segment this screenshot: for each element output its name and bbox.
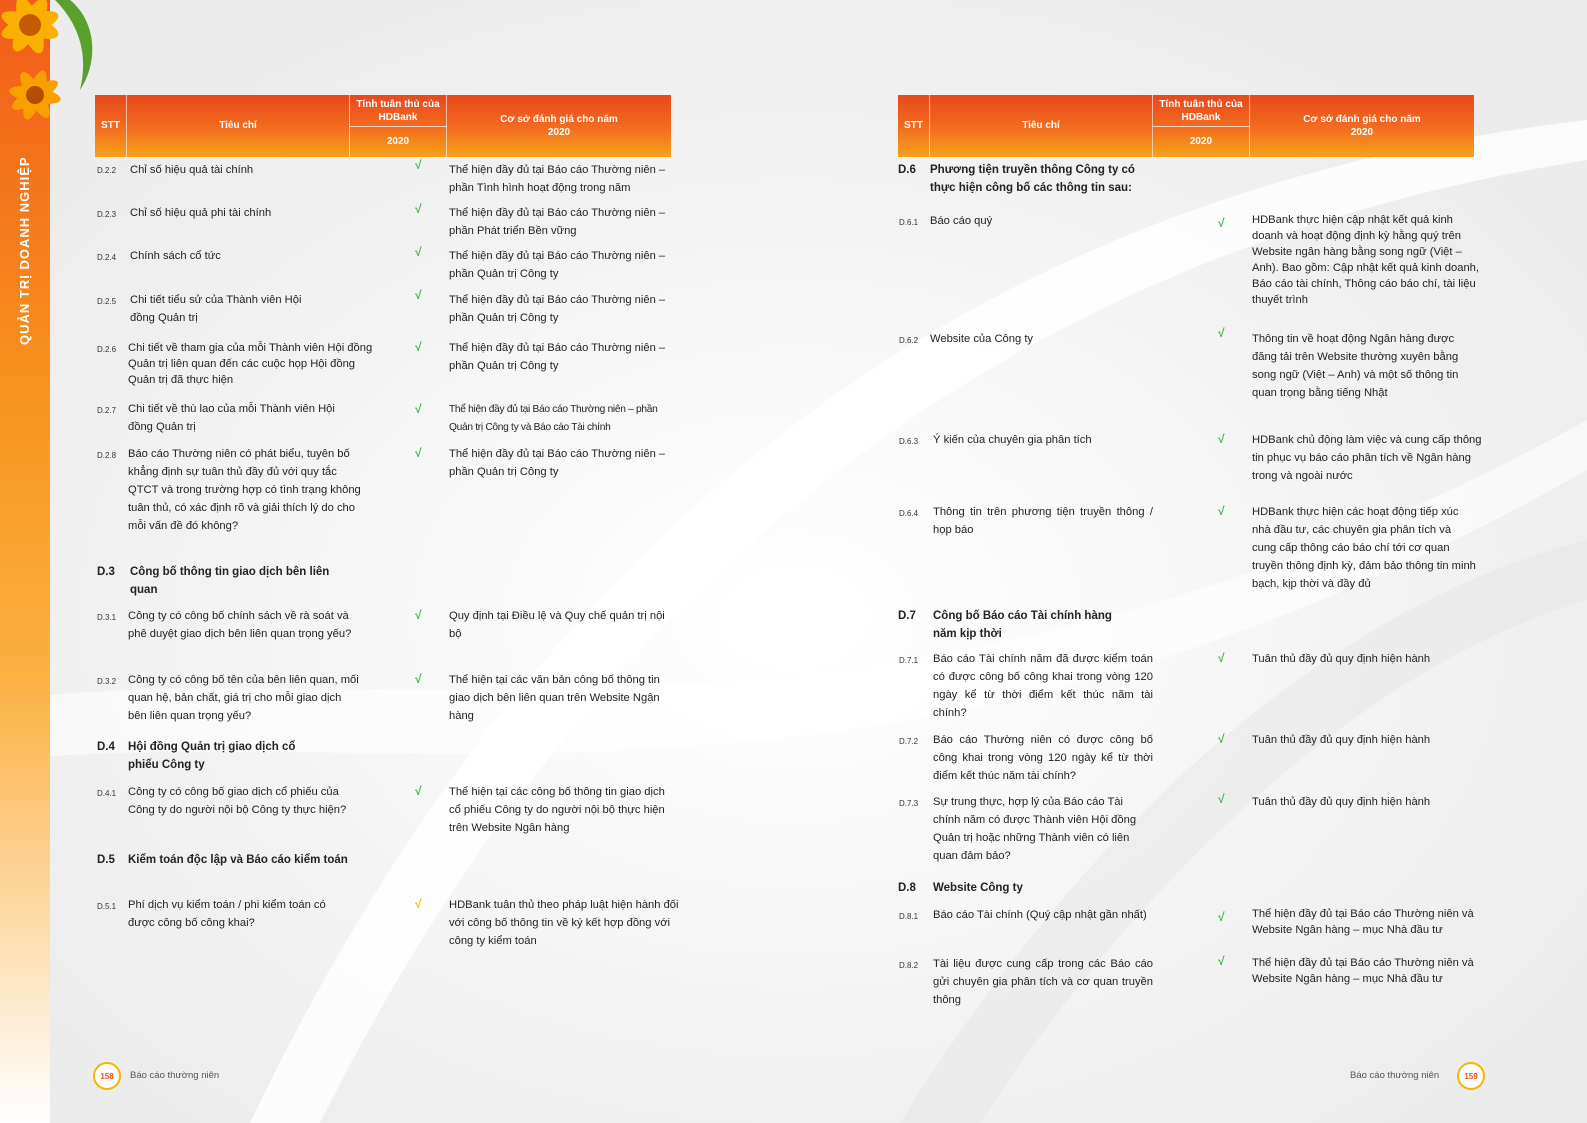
row-stt: D.2.6	[97, 345, 117, 354]
footer-title: Báo cáo thường niên	[1350, 1070, 1440, 1081]
row-criterion: Báo cáo quý	[930, 215, 993, 227]
check-icon: √	[415, 340, 422, 354]
row-criterion: Tài liệu được cung cấp trong các Báo cáo gửi chuyên gia phân tích và cơ quan truyền thông	[933, 958, 1153, 1006]
row-stt: D.4.1	[97, 789, 117, 798]
check-icon: √	[415, 402, 422, 416]
row-criterion: Thông tin trên phương tiện truyền thông / họp báo	[933, 506, 1153, 536]
row-basis: Thể hiện đầy đủ tại Báo cáo Thường niên – phần Quản trị Công ty	[449, 342, 666, 372]
check-icon: √	[415, 784, 422, 798]
header-basis: Cơ sở đánh giá cho năm 2020	[500, 113, 618, 138]
row-criterion: Báo cáo Thường niên có được công bố công khai trong vòng 120 ngày kể từ thời điểm kết thúc năm tài chính?	[933, 734, 1153, 782]
row-stt: D.2.2	[97, 166, 117, 175]
check-icon: √	[415, 158, 422, 172]
page-number: 158	[93, 1062, 121, 1090]
row-basis: Thể hiện đầy đủ tại Báo cáo Thường niên – phần Phát triển Bền vững	[449, 207, 666, 237]
section-code: D.6	[898, 164, 916, 176]
row-basis: Tuân thủ đầy đủ quy định hiện hành	[1252, 653, 1431, 665]
row-stt: D.3.1	[97, 613, 117, 622]
header-stt: STT	[898, 95, 930, 157]
row-basis: Thể hiện đầy đủ tại Báo cáo Thường niên và Website Ngân hàng – mục Nhà đầu tư	[1252, 957, 1474, 985]
page-number: 159	[1457, 1062, 1485, 1090]
row-stt: D.3.2	[97, 677, 117, 686]
check-icon: √	[1218, 954, 1225, 968]
row-criterion: Công ty có công bố giao dịch cổ phiếu của Công ty do người nội bộ Công ty thực hiện?	[128, 786, 347, 816]
section-code: D.3	[97, 566, 115, 578]
section-title: Phương tiện truyền thông Công ty có thực hiện công bố các thông tin sau:	[930, 164, 1135, 195]
row-basis: Thể hiện đầy đủ tại Báo cáo Thường niên và Website Ngân hàng – mục Nhà đầu tư	[1252, 908, 1474, 936]
row-basis: Thể hiện đầy đủ tại Báo cáo Thường niên –phần Tình hình hoạt động trong năm	[449, 164, 666, 194]
header-stt: STT	[95, 95, 127, 157]
row-criterion: Chính sách cổ tức	[130, 250, 221, 262]
section-title: Kiểm toán độc lập và Báo cáo kiểm toán	[128, 854, 348, 866]
row-criterion: Chi tiết tiểu sử của Thành viên Hội đồng Quản trị	[130, 294, 302, 324]
section-title: Hội đồng Quản trị giao dịch cổ phiếu Công ty	[128, 741, 296, 772]
row-stt: D.2.3	[97, 210, 117, 219]
section-code: D.4	[97, 741, 115, 753]
row-stt: D.2.8	[97, 451, 117, 460]
row-stt: D.5.1	[97, 902, 117, 911]
section-title: Công bố Báo cáo Tài chính hàng năm kịp thời	[933, 610, 1112, 641]
row-basis: Thể hiện đầy đủ tại Báo cáo Thường niên – phần Quản trị Công ty và Báo cáo Tài chính	[449, 404, 658, 433]
check-icon: √	[1218, 910, 1225, 924]
row-basis: Tuân thủ đầy đủ quy định hiện hành	[1252, 734, 1431, 746]
section-code: D.8	[898, 882, 916, 894]
row-stt: D.2.5	[97, 297, 117, 306]
row-basis: Thể hiện đầy đủ tại Báo cáo Thường niên – phần Quản trị Công ty	[449, 250, 666, 280]
row-stt: D.6.4	[899, 509, 919, 518]
header-tieu-chi: Tiêu chí	[930, 95, 1153, 157]
row-basis: Thể hiện tại các văn bản công bố thông tin giao dịch bên liên quan trên Website Ngân hàng	[449, 674, 660, 722]
row-stt: D.7.3	[899, 799, 919, 808]
check-icon: √	[415, 446, 422, 460]
row-stt: D.8.1	[899, 912, 919, 921]
check-icon: √	[1218, 651, 1225, 665]
check-icon: √	[415, 288, 422, 302]
check-icon: √	[1218, 504, 1225, 518]
section-title: Công bố thông tin giao dịch bên liên quan	[130, 566, 330, 597]
check-icon: √	[1218, 432, 1225, 446]
row-basis: Quy định tại Điều lệ và Quy chế quản trị nội bộ	[449, 610, 665, 640]
section-code: D.7	[898, 610, 916, 622]
row-criterion: Chi tiết về tham gia của mỗi Thành viên Hội đồng Quản trị liên quan đến các cuộc họp Hội đồng Quản trị đã thực hiện	[128, 342, 373, 387]
row-stt: D.7.2	[899, 737, 919, 746]
row-basis: HDBank chủ động làm việc và cung cấp thông tin phục vụ báo cáo phân tích về Ngân hàng trong và ngoài nước	[1252, 434, 1482, 482]
header-compliance: Tính tuân thủ của HDBank	[1153, 95, 1250, 126]
row-stt: D.2.4	[97, 253, 117, 262]
header-year: 2020	[1153, 126, 1250, 157]
check-icon: √	[415, 897, 422, 911]
row-basis: Tuân thủ đầy đủ quy định hiện hành	[1252, 796, 1431, 808]
header-basis: Cơ sở đánh giá cho năm 2020	[1303, 113, 1421, 138]
row-criterion: Website của Công ty	[930, 333, 1034, 345]
row-criterion: Báo cáo Tài chính năm đã được kiểm toán có được công bố công khai trong vòng 120 ngày kể từ thời điểm kết thúc năm tài chính?	[933, 653, 1153, 719]
section-code: D.5	[97, 854, 115, 866]
check-icon: √	[1218, 326, 1225, 340]
row-criterion: Chi tiết về thù lao của mỗi Thành viên Hội đồng Quản trị	[128, 403, 335, 433]
row-stt: D.6.3	[899, 437, 919, 446]
check-icon: √	[415, 672, 422, 686]
row-basis: Thể hiện tại các công bố thông tin giao dịch cổ phiếu Công ty do người nội bộ thực hiện trên Website Ngân hàng	[449, 786, 665, 834]
header-compliance: Tính tuân thủ của HDBank	[350, 95, 447, 126]
row-criterion: Chỉ số hiệu quả phi tài chính	[130, 207, 272, 219]
row-basis: HDBank thực hiện cập nhật kết quả kinh doanh và hoạt động định kỳ hằng quý trên Website ngân hàng bằng song ngữ (Việt – Anh). Bao gồm: Cập nhật kết quả kinh doanh, Báo cáo tài chính, Thông cáo báo chí, tài liệu thuyết trình	[1252, 214, 1480, 306]
check-icon: √	[415, 608, 422, 622]
section-title: Website Công ty	[933, 882, 1023, 894]
check-icon: √	[415, 245, 422, 259]
row-basis: Thể hiện đầy đủ tại Báo cáo Thường niên – phần Quản trị Công ty	[449, 294, 666, 324]
row-stt: D.8.2	[899, 961, 919, 970]
row-basis: HDBank thực hiện các hoạt động tiếp xúc nhà đầu tư, các chuyên gia phân tích và cung cấp thông cáo báo chí tới cơ quan truyền thông định kỳ, đảm bảo thông tin minh bạch, kịp thời và đầy đủ	[1252, 506, 1476, 590]
header-tieu-chi: Tiêu chí	[127, 95, 350, 157]
row-criterion: Báo cáo Tài chính (Quý cập nhật gần nhất)	[933, 909, 1147, 921]
row-basis: Thể hiện đầy đủ tại Báo cáo Thường niên – phần Quản trị Công ty	[449, 448, 666, 478]
row-stt: D.6.2	[899, 336, 919, 345]
row-stt: D.7.1	[899, 656, 919, 665]
header-year: 2020	[350, 126, 447, 157]
check-icon: √	[1218, 732, 1225, 746]
check-icon: √	[1218, 792, 1225, 806]
check-icon: √	[415, 202, 422, 216]
row-criterion: Sự trung thực, hợp lý của Báo cáo Tài chính năm có được Thành viên Hội đồng Quản trị hoặc những Thành viên có liên quan đảm bảo?	[933, 796, 1137, 862]
row-criterion: Báo cáo Thường niên có phát biểu, tuyên bố khẳng định sự tuân thủ đầy đủ với quy tắc QTCT và trong trường hợp có tình trạng không tuân thủ, có xác định rõ và giải thích lý do cho mỗi vấn đề đó không?	[128, 448, 361, 532]
table-header	[898, 95, 1474, 157]
row-criterion: Công ty có công bố chính sách về rà soát và phê duyệt giao dịch bên liên quan trọng yếu?	[128, 610, 352, 640]
footer-title: Báo cáo thường niên	[130, 1070, 220, 1081]
row-basis: Thông tin về hoạt động Ngân hàng được đăng tải trên Website thường xuyên bằng song ngữ (Việt – Anh) và một số thông tin quan trọng bằng tiếng Nhật	[1252, 333, 1459, 399]
check-icon: √	[1218, 216, 1225, 230]
row-criterion: Chỉ số hiệu quả tài chính	[130, 164, 254, 176]
row-stt: D.2.7	[97, 406, 117, 415]
section-side-title: QUẢN TRỊ DOANH NGHIỆP	[17, 156, 32, 345]
row-stt: D.6.1	[899, 218, 919, 227]
row-criterion: Ý kiến của chuyên gia phân tích	[933, 434, 1092, 446]
row-criterion: Công ty có công bố tên của bên liên quan, mối quan hệ, bản chất, giá trị cho mỗi giao dịch bên liên quan trọng yếu?	[128, 674, 359, 722]
row-basis: HDBank tuân thủ theo pháp luật hiện hành đối với công bố thông tin về ký kết hợp đồng với công ty kiểm toán	[449, 899, 679, 947]
row-criterion: Phí dịch vụ kiểm toán / phi kiểm toán có được công bố công khai?	[128, 899, 326, 929]
